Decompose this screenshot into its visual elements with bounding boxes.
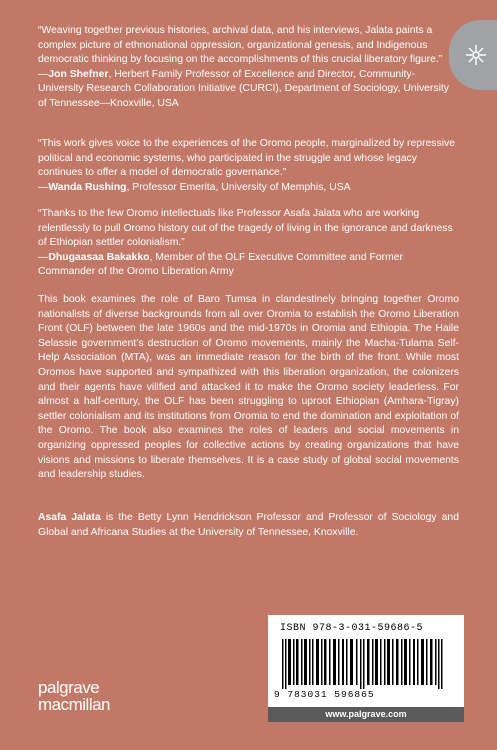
attribution-dash: — [38, 181, 49, 193]
author-bio-text: is the Betty Lynn Hendrickson Professor and Professor of Sociology and Global and Africana Studies at the University of Tennessee, Knoxville. [38, 512, 459, 538]
barcode-digits: 9 783031 596865 [274, 689, 375, 700]
author-name: Asafa Jalata [38, 512, 101, 523]
isbn-label: ISBN 978-3-031-59686-5 [280, 623, 424, 634]
quote-text: “Weaving together previous histories, archival data, and his interviews, Jalata paints a complex picture of ethnonational oppression, organizational genesis, and Indigenous democratic thinking by focusing on the accomplishments of this crucial liberatory figure.” [38, 25, 443, 66]
quote-attribution [38, 181, 458, 196]
isbn-barcode [268, 615, 464, 707]
endorser-name: Wanda Rushing [48, 181, 127, 193]
author-bio [38, 511, 459, 540]
springer-logo-icon [465, 44, 487, 66]
publisher-logo [38, 679, 110, 713]
endorser-affiliation: , Herbert Family Professor of Excellence and Director, Community-University Research Collaboration Initiative (CURCI), Department of Sociology, University of Tennessee—Knoxville, USA [38, 68, 449, 109]
barcode-graphic [282, 639, 450, 689]
endorsement-quote-1 [38, 24, 458, 112]
quote-text: “This work gives voice to the experiences of the Oromo people, marginalized by repressive political and economic systems, who participated in the struggle and whose legacy continues to offer a model of democratic governance.” [38, 138, 455, 179]
attribution-dash: — [38, 68, 49, 80]
attribution-dash: — [38, 251, 49, 263]
quote-attribution [38, 68, 458, 112]
endorser-affiliation: , Professor Emerita, University of Memphis, USA [126, 181, 351, 193]
book-description: This book examines the role of Baro Tumsa in clandestinely bringing together Oromo nationalists of diverse backgrounds from all over Oromia to establish the Oromo Liberation Front (OLF) between the late 1960s and the mid-1970s in Oromia and Ethiopia. The Haile Selassie government’s destruction of Oromo movements, mainly the Macha-Tulama Self-Help Association (MTA), was an immediate reason for the birth of the front. While most Oromos have supported and sympathized with this liberation organization, the colonizers and their agents have vilified and attacked it to make the Oromo society leaderless. For almost a half-century, the OLF has been struggling to uproot Ethiopian (Amhara-Tigray) settler colonialism and its institutions from Oromia to end the domination and exploitation of the Oromo. The book also examines the roles of leaders and social movements in organizing oppressed peoples for collective actions by creating organizations that have visions and missions to liberate themselves. It is a case study of global social movements and leadership studies. [38, 294, 459, 481]
endorser-affiliation: , Member of the OLF Executive Committee and Former Commander of the Oromo Liberation Army [38, 251, 403, 278]
quote-attribution [38, 251, 458, 280]
endorser-name: Dhugaasaa Bakakko [48, 251, 150, 263]
endorsement-quote-3 [38, 207, 458, 280]
logo-line-1: palgrave [38, 678, 100, 697]
endorsement-quote-2 [38, 137, 458, 195]
publisher-website: www.palgrave.com [268, 707, 464, 722]
logo-line-2: macmillan [38, 695, 111, 714]
endorser-name: Jon Shefner [48, 68, 109, 80]
quote-text: “Thanks to the few Oromo intellectuals like Professor Asafa Jalata who are working relentlessly to pull Oromo history out of the tragedy of living in the ignorance and darkness of Ethiopian settler colonialism.” [38, 208, 453, 249]
